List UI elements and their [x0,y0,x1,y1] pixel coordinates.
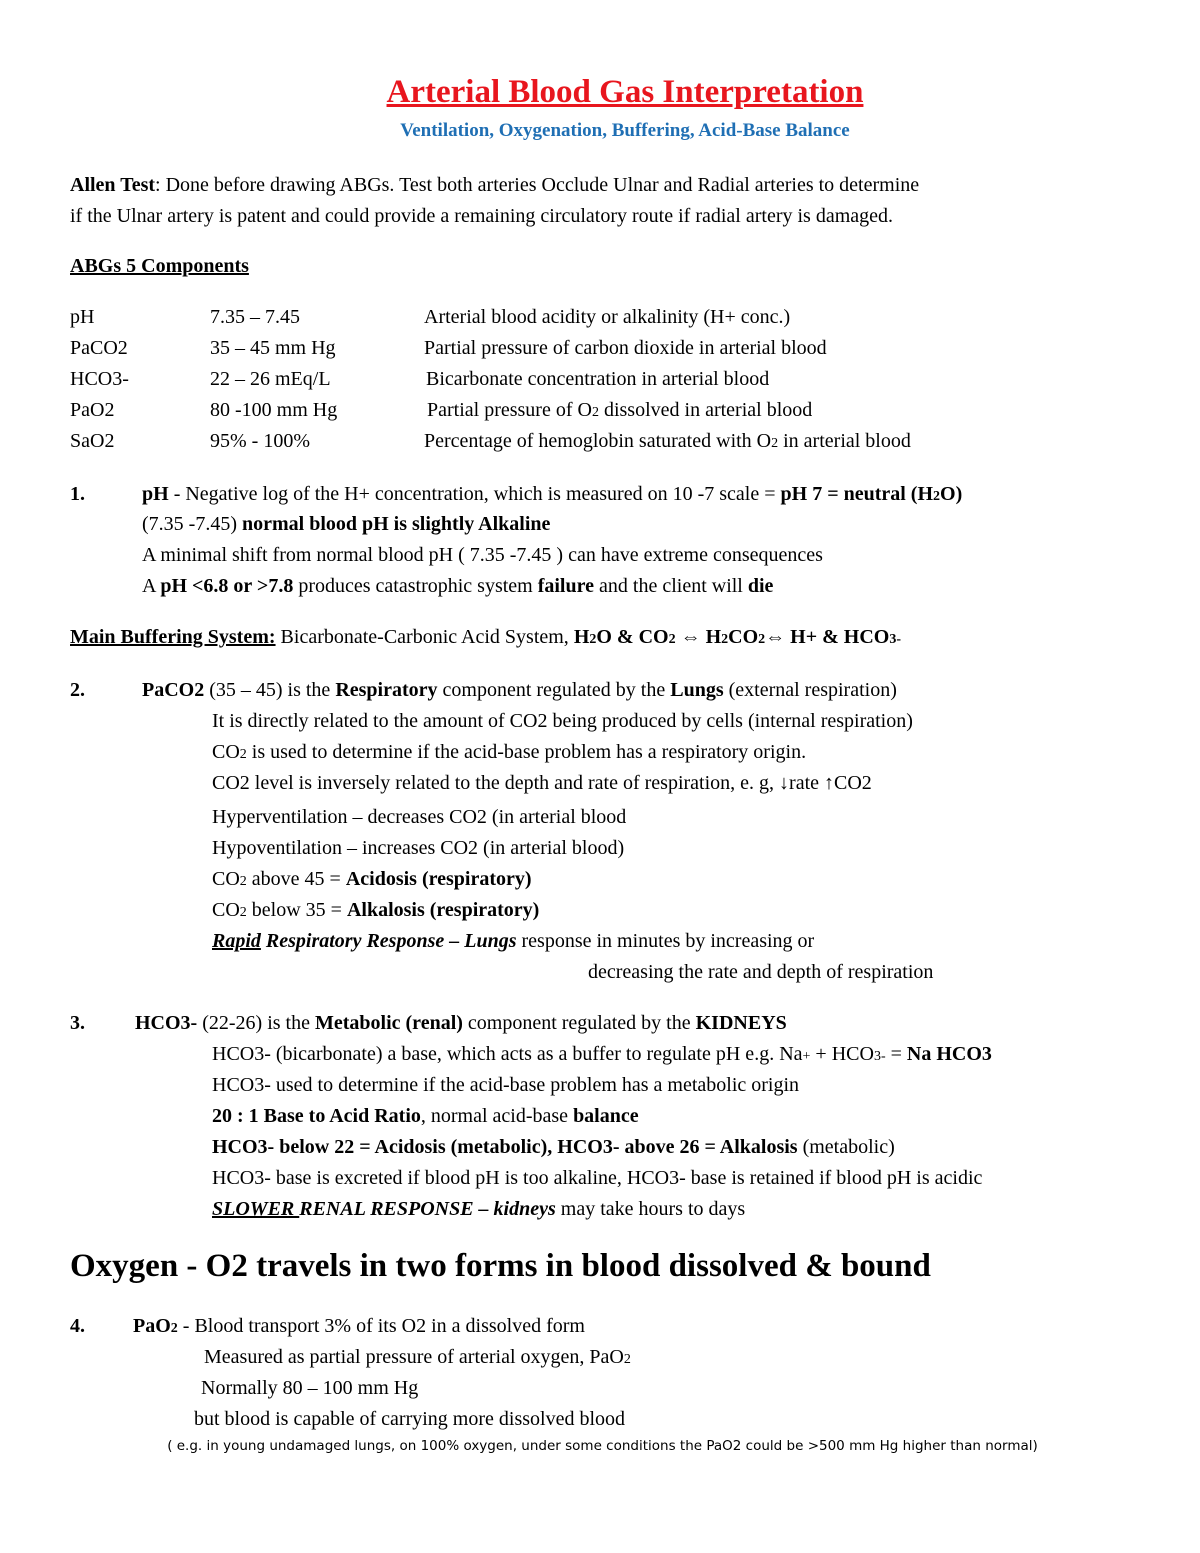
section-2-line9: Rapid Respiratory Response – Lungs response in minutes by increasing or [212,930,815,952]
section-4-note: ( e.g. in young undamaged lungs, on 100% oxygen, under some conditions the PaO2 could be >500 mm Hg higher than normal) [167,1438,1038,1454]
section-1-line3: A minimal shift from normal blood pH ( 7.35 -7.45 ) can have extreme consequences [142,544,823,566]
section-1-number: 1. [70,483,85,505]
component-range: 35 – 45 mm Hg [210,337,336,359]
components-heading: ABGs 5 Components [70,255,249,277]
section-2-number: 2. [70,679,85,701]
section-1-line2: (7.35 -7.45) normal blood pH is slightly Alkaline [142,513,551,535]
component-name: PaO2 [70,399,115,421]
section-2-line7: CO2 above 45 = Acidosis (respiratory) [212,868,532,890]
component-desc: Partial pressure of O2 dissolved in arterial blood [427,399,813,421]
section-2-line10: decreasing the rate and depth of respiration [588,961,934,983]
double-arrow-icon: ⇔ [675,626,706,648]
section-2-line2: It is directly related to the amount of CO2 being produced by cells (internal respiration) [212,710,913,732]
component-name: pH [70,306,95,328]
section-2-line3: CO2 is used to determine if the acid-base problem has a respiratory origin. [212,741,807,763]
section-4-line4: but blood is capable of carrying more dissolved blood [194,1408,626,1430]
section-4-line1: PaO2 - Blood transport 3% of its O2 in a dissolved form [133,1315,585,1337]
section-3-line5: HCO3- below 22 = Acidosis (metabolic), HCO3- above 26 = Alkalosis (metabolic) [212,1136,895,1158]
section-2-line4: CO2 level is inversely related to the depth and rate of respiration, e. g, ↓rate ↑CO2 [212,772,872,794]
oxygen-heading: Oxygen - O2 travels in two forms in blood dissolved & bound [70,1248,931,1284]
component-desc: Bicarbonate concentration in arterial blood [426,368,770,390]
allen-test-line1: Allen Test: Done before drawing ABGs. Test both arteries Occlude Ulnar and Radial arteries to determine [70,174,920,196]
component-name: SaO2 [70,430,115,452]
section-3-line1: HCO3- (22-26) is the Metabolic (renal) component regulated by the KIDNEYS [135,1012,787,1034]
section-1-line1: pH - Negative log of the H+ concentration, which is measured on 10 -7 scale = pH 7 = neutral (H2O) [142,483,963,505]
buffering-system-line: Main Buffering System: Bicarbonate-Carbonic Acid System, H2O & CO2 ⇔ H2CO2⇔ H+ & HCO3- [70,626,901,648]
allen-test-label: Allen Test [70,174,156,196]
section-4-line2: Measured as partial pressure of arterial oxygen, PaO2 [204,1346,631,1368]
section-3-line2: HCO3- (bicarbonate) a base, which acts as a buffer to regulate pH e.g. Na+ + HCO3- = Na HCO3 [212,1043,992,1065]
component-range: 22 – 26 mEq/L [210,368,331,390]
component-range: 95% - 100% [210,430,310,452]
section-2-line5: Hyperventilation – decreases CO2 (in arterial blood [212,806,627,828]
double-arrow-icon: ⇔ [765,626,786,648]
section-3-number: 3. [70,1012,85,1034]
section-2-line8: CO2 below 35 = Alkalosis (respiratory) [212,899,540,921]
section-3-line6: HCO3- base is excreted if blood pH is too alkaline, HCO3- base is retained if blood pH is acidic [212,1167,983,1189]
component-desc: Partial pressure of carbon dioxide in arterial blood [424,337,827,359]
component-name: PaCO2 [70,337,128,359]
component-range: 80 -100 mm Hg [210,399,338,421]
section-1-line4: A pH <6.8 or >7.8 produces catastrophic system failure and the client will die [142,575,774,597]
page-title: Arterial Blood Gas Interpretation [386,74,864,110]
component-desc: Percentage of hemoglobin saturated with O2 in arterial blood [424,430,911,452]
component-name: HCO3- [70,368,129,390]
section-3-line4: 20 : 1 Base to Acid Ratio, normal acid-base balance [212,1105,639,1127]
section-2-line1: PaCO2 (35 – 45) is the Respiratory component regulated by the Lungs (external respiration) [142,679,897,701]
allen-test-line2: if the Ulnar artery is patent and could provide a remaining circulatory route if radial artery is damaged. [70,205,894,227]
section-4-line3: Normally 80 – 100 mm Hg [201,1377,419,1399]
section-3-line3: HCO3- used to determine if the acid-base problem has a metabolic origin [212,1074,800,1096]
page-subtitle: Ventilation, Oxygenation, Buffering, Acid-Base Balance [400,120,850,141]
component-range: 7.35 – 7.45 [210,306,300,328]
component-desc: Arterial blood acidity or alkalinity (H+ conc.) [424,306,791,328]
section-3-line7: SLOWER RENAL RESPONSE – kidneys may take hours to days [212,1198,746,1220]
section-4-number: 4. [70,1315,85,1337]
section-2-line6: Hypoventilation – increases CO2 (in arterial blood) [212,837,625,859]
